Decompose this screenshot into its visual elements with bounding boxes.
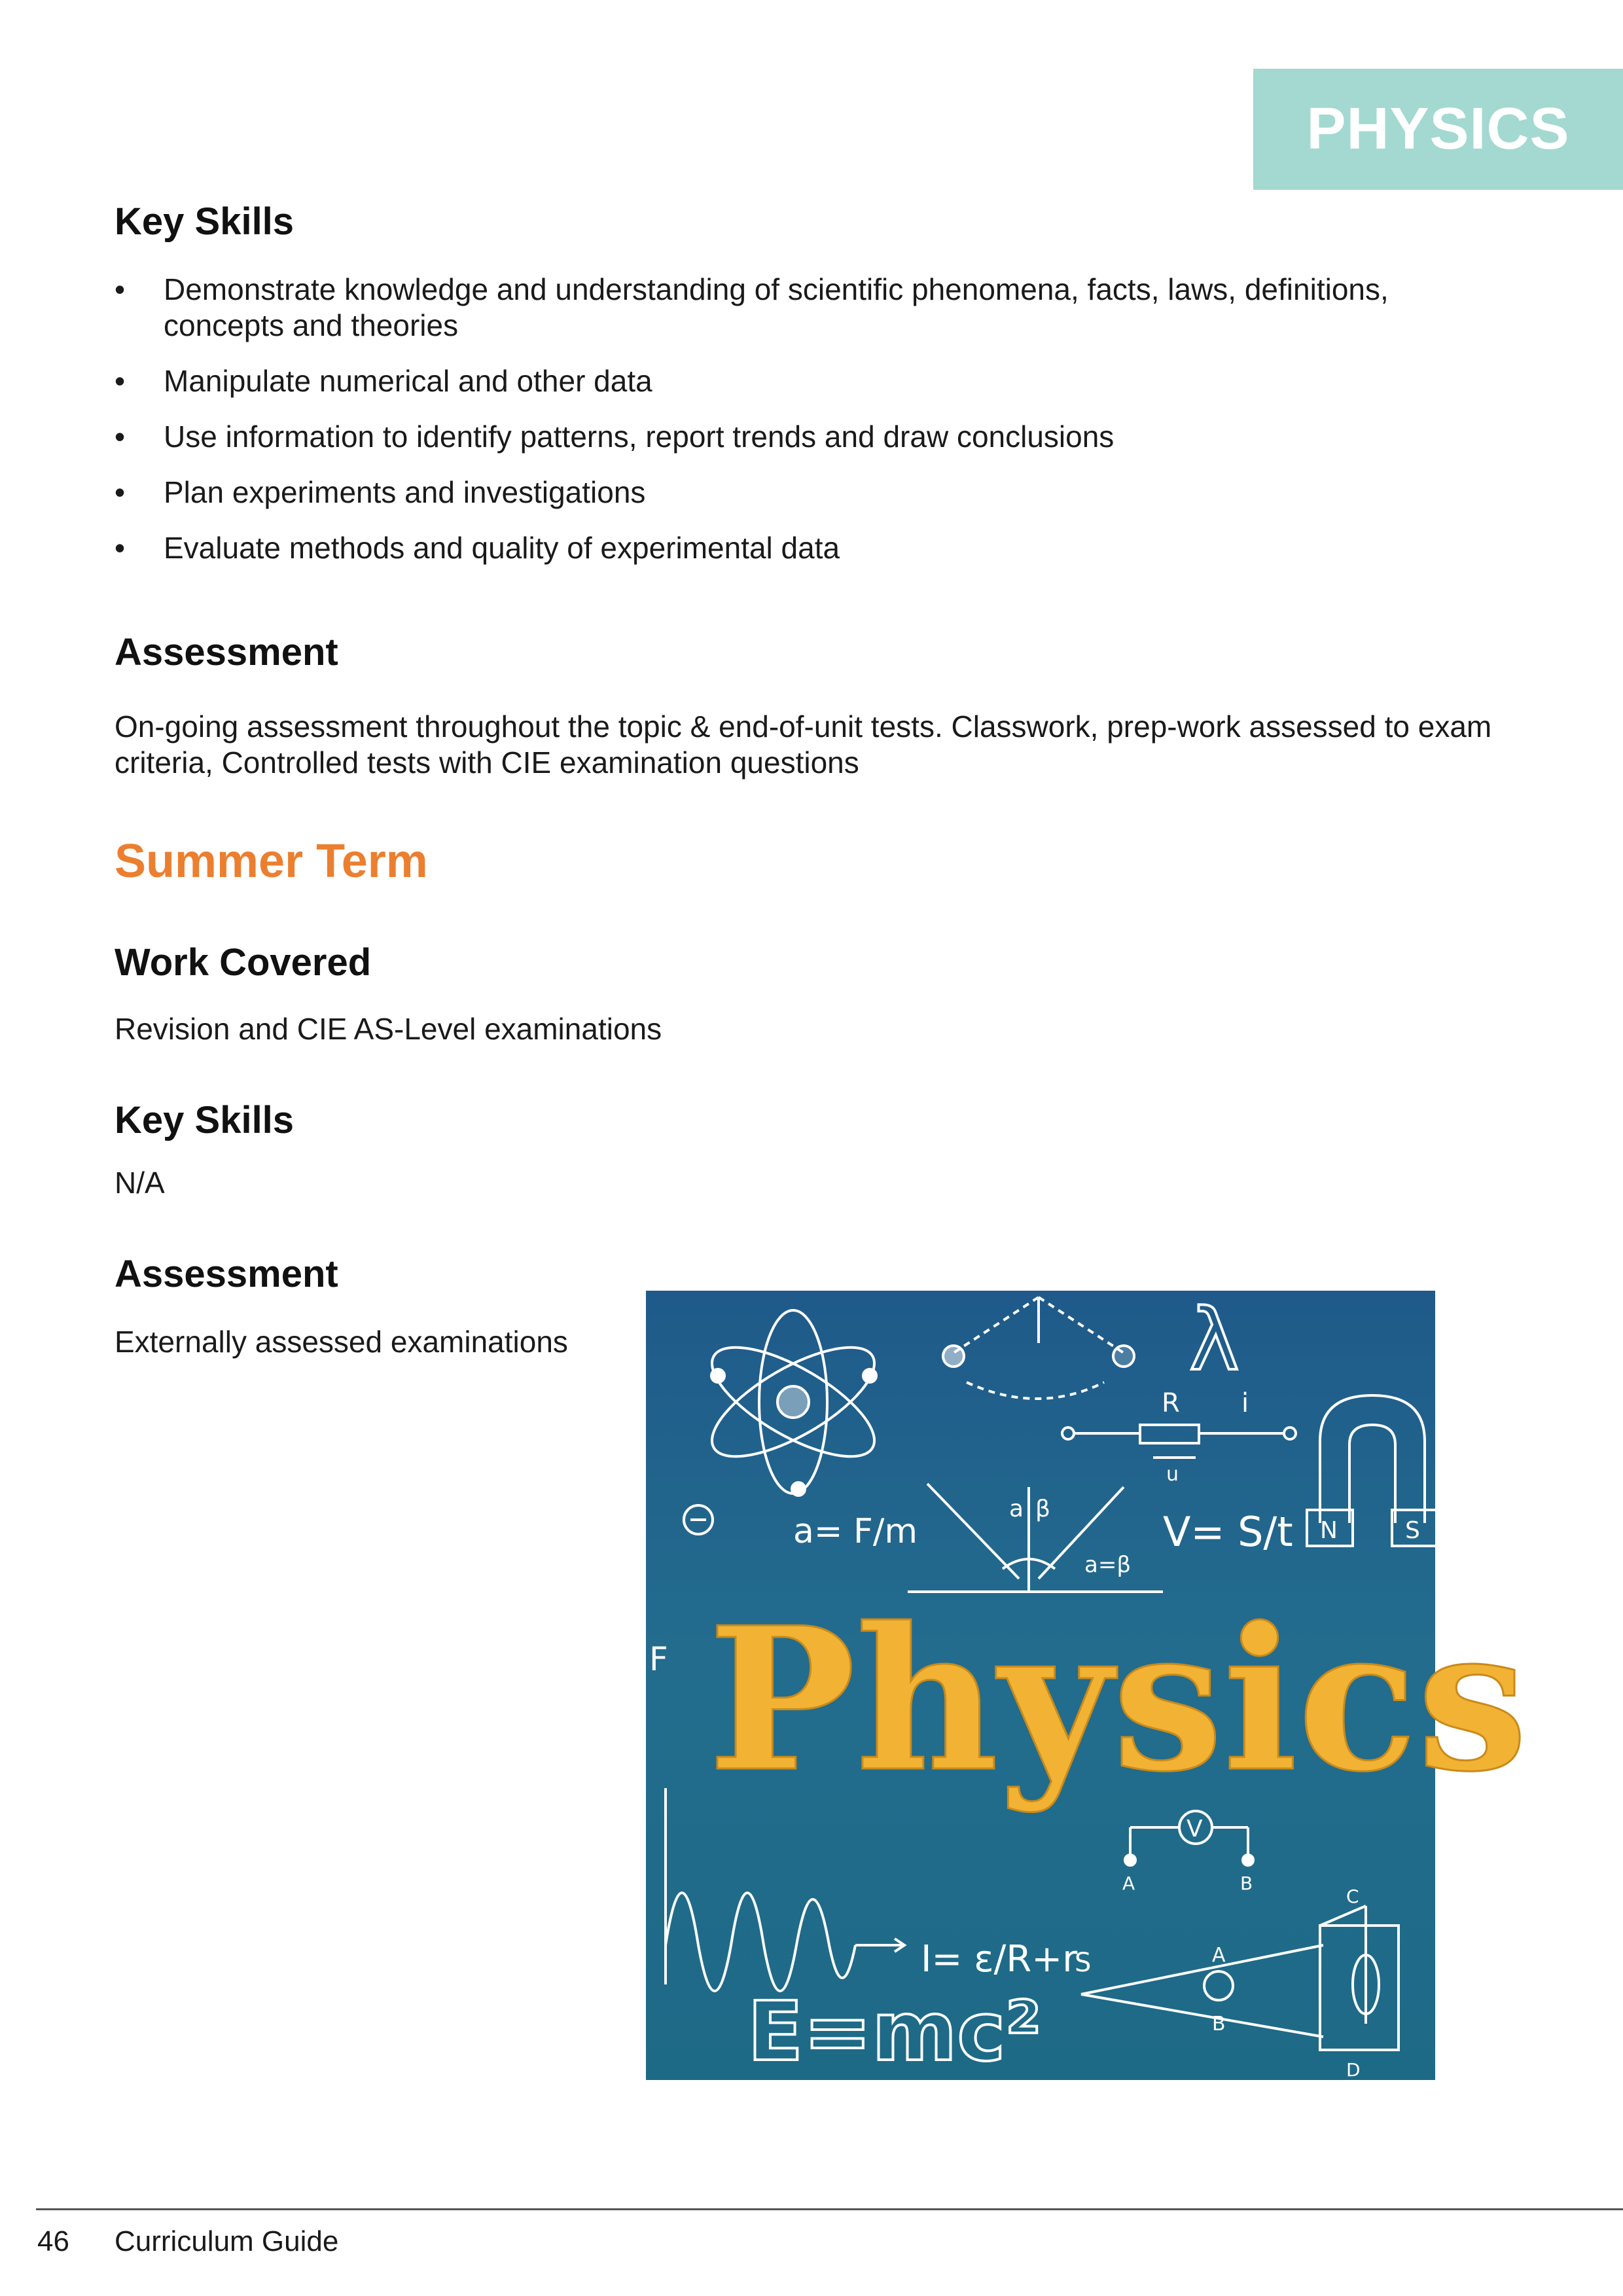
figure-title: Physics xyxy=(708,1584,1528,1815)
list-item xyxy=(115,419,1489,455)
footer-title: Curriculum Guide xyxy=(115,2225,339,2257)
bullet: • xyxy=(115,475,126,509)
angle-a: a xyxy=(1009,1496,1024,1522)
footer-divider xyxy=(36,2208,1623,2210)
physics-illustration xyxy=(646,1290,1528,2081)
point-a2-label: A xyxy=(1212,1944,1226,1967)
key-skills-heading: Key Skills xyxy=(115,200,294,243)
list-item-text: Demonstrate knowledge and understanding of scientific phenomena, facts, laws, definitions, concepts and theories xyxy=(164,272,1389,342)
current-label: i xyxy=(1241,1388,1249,1418)
list-item xyxy=(115,272,1489,344)
summer-assessment-heading: Assessment xyxy=(115,1253,338,1295)
point-s-label: S xyxy=(1075,1948,1092,1978)
assessment-text: On-going assessment throughout the topic & end-of-unit tests. Classwork, prep-work assessed to exam criteria, Controlled tests with CIE examination questions xyxy=(115,709,1492,780)
voltmeter-label: V xyxy=(1186,1816,1203,1842)
ohm-formula: I= ε/R+r xyxy=(921,1938,1078,1981)
list-item xyxy=(115,363,1489,399)
bullet: • xyxy=(115,272,126,306)
einstein-formula: E=mc² xyxy=(747,1984,1042,2079)
point-a-label: A xyxy=(1122,1873,1135,1894)
list-item xyxy=(115,475,1489,511)
lambda-symbol: λ xyxy=(1189,1290,1240,1390)
list-item-text: Use information to identify patterns, report trends and draw conclusions xyxy=(164,420,1115,454)
list-item-text: Evaluate methods and quality of experimental data xyxy=(164,531,840,565)
pendulum-icon xyxy=(943,1297,1134,1399)
point-b2-label: B xyxy=(1212,2013,1226,2036)
summer-key-skills-text: N/A xyxy=(115,1166,165,1200)
list-item xyxy=(115,530,1489,566)
magnet-s: S xyxy=(1405,1517,1420,1544)
work-covered-heading: Work Covered xyxy=(115,941,372,984)
magnet-n: N xyxy=(1320,1517,1338,1544)
summer-key-skills-heading: Key Skills xyxy=(115,1099,294,1141)
force-label: F xyxy=(649,1640,668,1678)
key-skills-list xyxy=(115,272,1489,586)
newton-formula: a= F/m xyxy=(793,1512,918,1551)
angle-eq: a=β xyxy=(1084,1552,1132,1578)
assessment-heading: Assessment xyxy=(115,631,338,673)
point-c-label: C xyxy=(1346,1886,1359,1907)
point-d-label: D xyxy=(1346,2059,1361,2081)
summer-term-heading: Summer Term xyxy=(115,835,428,888)
wave-icon xyxy=(666,1788,904,1991)
velocity-formula: V= S/t xyxy=(1163,1508,1293,1556)
bullet: • xyxy=(115,364,126,398)
voltage-label: u xyxy=(1166,1463,1179,1486)
bullet: • xyxy=(115,531,126,565)
summer-assessment-text: Externally assessed examinations xyxy=(115,1325,568,1359)
resistor-label: R xyxy=(1162,1388,1180,1418)
bullet: • xyxy=(115,420,126,454)
atom-icon xyxy=(697,1310,889,1496)
angle-b: β xyxy=(1035,1496,1050,1522)
point-b-label: B xyxy=(1240,1873,1253,1894)
list-item-text: Manipulate numerical and other data xyxy=(164,364,652,398)
work-covered-text: Revision and CIE AS-Level examinations xyxy=(115,1012,662,1046)
page-number: 46 xyxy=(37,2225,69,2257)
optics-icon xyxy=(1081,1906,1399,2050)
list-item-text: Plan experiments and investigations xyxy=(164,475,646,509)
subject-tab: PHYSICS xyxy=(1253,69,1623,190)
resistor-circuit-icon xyxy=(1062,1425,1296,1458)
